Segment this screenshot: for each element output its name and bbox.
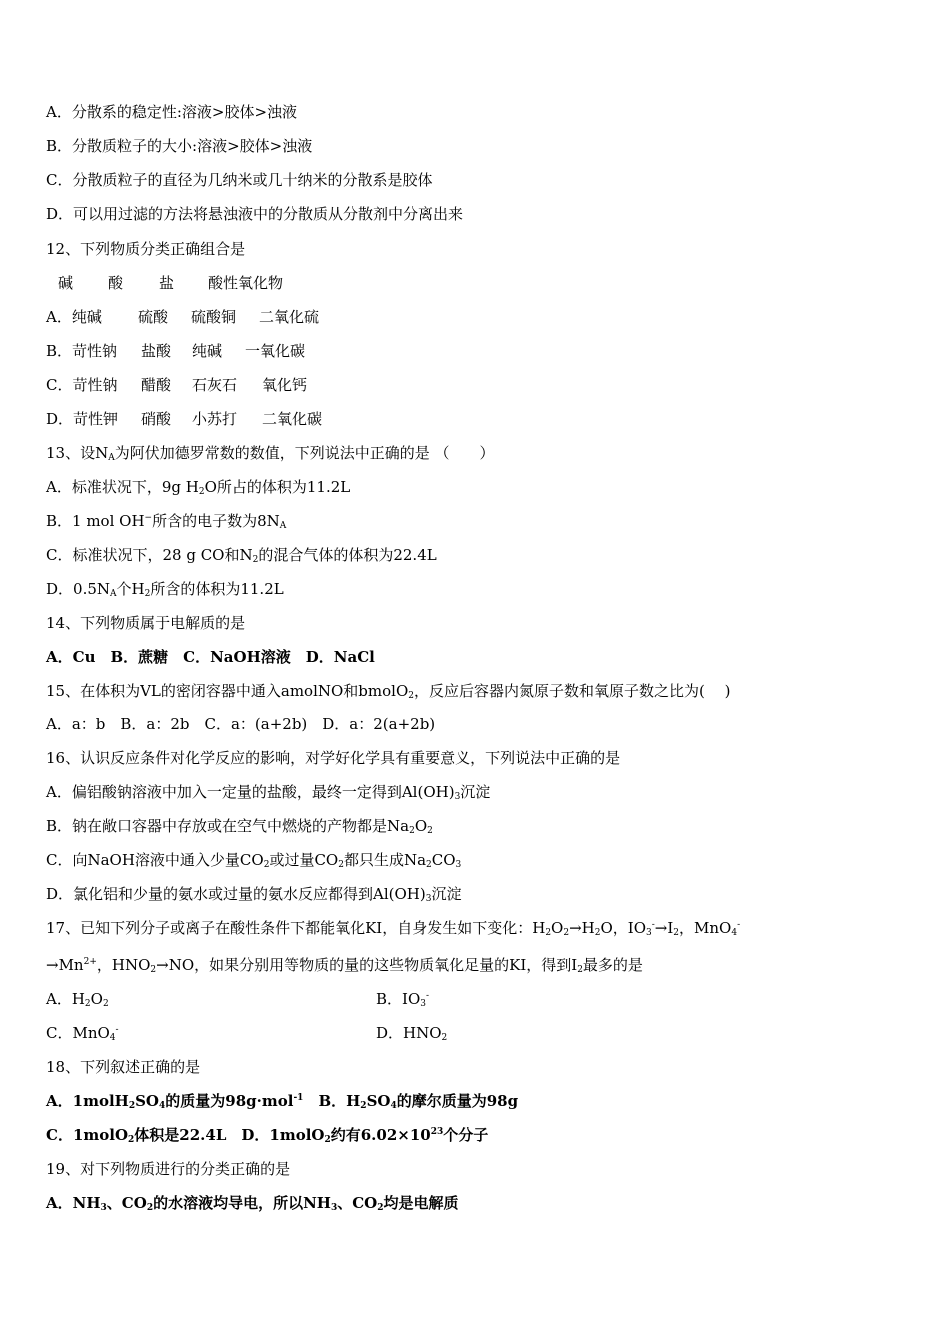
q12-a-base: A．纯碱 — [46, 308, 102, 326]
q13-option-a: A．标准状况下，9g $H_2O$所占的体积为11.2L — [46, 478, 351, 497]
q12-header-base: 碱 — [58, 274, 74, 292]
q17-option-d: D．$HNO_2$ — [376, 1024, 448, 1043]
q13-option-b: B．1 mol OH−所含的电子数为$8N_A$ — [46, 512, 287, 531]
q12-a-acid: 硫酸 — [138, 308, 169, 326]
q14-options: A．Cu B．蔗糖 C．NaOH溶液 D．NaCl — [46, 648, 375, 666]
q17-option-c: C．MnO$_4$- — [46, 1024, 119, 1043]
q13-stem: 13、设$N_A$为阿伏加德罗常数的数值，下列说法中正确的是 （ ） — [46, 444, 495, 463]
q11-option-b: B．分散质粒子的大小:溶液>胶体>浊液 — [46, 137, 313, 155]
q12-c-oxide: 氧化钙 — [262, 376, 308, 394]
q13-option-d: D．$0.5N_A$个$H_2$所含的体积为11.2L — [46, 580, 284, 599]
q18-options-ab: A．$1molH_2SO_4$的质量为98g·mol$^{-1}$ B．$H_2SO_4$的摩尔质量为98g — [46, 1092, 519, 1111]
q17-stem-line2: $\to Mn^{2+}$，$HNO_2\to NO$，如果分别用等物质的量的这些物质氧化足量的KI，得到$I_2$最多的是 — [46, 956, 643, 975]
q12-a-oxide: 二氧化硫 — [259, 308, 320, 326]
q12-d-oxide: 二氧化碳 — [262, 410, 323, 428]
q16-option-a: A．偏铝酸钠溶液中加入一定量的盐酸，最终一定得到$Al(OH)_3$沉淀 — [46, 783, 491, 802]
q17-stem-line1: 17、已知下列分子或离子在酸性条件下都能氧化KI，自身发生如下变化：$H_2O_2\to H_2O$，$IO_3^-\to I_2$，MnO$_4$- — [46, 919, 741, 938]
q17-option-a: A．$H_2O_2$ — [46, 990, 109, 1009]
q12-header-salt: 盐 — [159, 274, 175, 292]
q19-option-a: A．$NH_3$、$CO_2$的水溶液均导电，所以$NH_3$、$CO_2$均是电解质 — [46, 1194, 459, 1213]
q11-option-a: A．分散系的稳定性:溶液>胶体>浊液 — [46, 103, 298, 121]
q11-option-c: C．分散质粒子的直径为几纳米或几十纳米的分散系是胶体 — [46, 171, 433, 189]
q15-stem: 15、在体积为VL的密闭容器中通入amolNO和bmolO$_2$，反应后容器内氮原子数和氧原子数之比为( ) — [46, 682, 731, 701]
q14-stem: 14、下列物质属于电解质的是 — [46, 614, 246, 632]
q15-options: A．a：b B．a：2b C．a：(a+2b) D．a：2(a+2b) — [46, 715, 436, 733]
q12-a-salt: 硫酸铜 — [191, 308, 237, 326]
q16-option-b: B．钠在敞口容器中存放或在空气中燃烧的产物都是$Na_2O_2$ — [46, 817, 433, 836]
q12-c-base: C．苛性钠 — [46, 376, 118, 394]
q12-d-acid: 硝酸 — [141, 410, 172, 428]
q12-d-base: D．苛性钾 — [46, 410, 119, 428]
q12-c-acid: 醋酸 — [141, 376, 172, 394]
q18-options-cd: C．1molO$_2$体积是22.4L D．1molO$_2$约有$6.02\times 10^{23}$个分子 — [46, 1126, 489, 1145]
q12-c-salt: 石灰石 — [192, 376, 238, 394]
q12-header-acid: 酸 — [108, 274, 124, 292]
q11-option-d: D．可以用过滤的方法将悬浊液中的分散质从分散剂中分离出来 — [46, 205, 464, 223]
q19-stem: 19、对下列物质进行的分类正确的是 — [46, 1160, 291, 1178]
q12-header-acidic-oxide: 酸性氧化物 — [208, 274, 284, 292]
q17-option-b: B．$IO_3^-$ — [376, 990, 430, 1009]
q13-option-c: C．标准状况下，28 g CO和$N_2$的混合气体的体积为22.4L — [46, 546, 437, 565]
q12-b-salt: 纯碱 — [192, 342, 223, 360]
q12-b-oxide: 一氧化碳 — [245, 342, 306, 360]
q16-option-d: D．氯化铝和少量的氨水或过量的氨水反应都得到$Al(OH)_3$沉淀 — [46, 885, 462, 904]
q18-stem: 18、下列叙述正确的是 — [46, 1058, 201, 1076]
q16-option-c: C．向NaOH溶液中通入少量$CO_2$或过量$CO_2$都只生成$Na_2CO_3$ — [46, 851, 462, 870]
q12-b-base: B．苛性钠 — [46, 342, 118, 360]
q12-d-salt: 小苏打 — [192, 410, 238, 428]
q16-stem: 16、认识反应条件对化学反应的影响，对学好化学具有重要意义，下列说法中正确的是 — [46, 749, 621, 767]
q12-b-acid: 盐酸 — [141, 342, 172, 360]
q12-stem: 12、下列物质分类正确组合是 — [46, 240, 246, 258]
